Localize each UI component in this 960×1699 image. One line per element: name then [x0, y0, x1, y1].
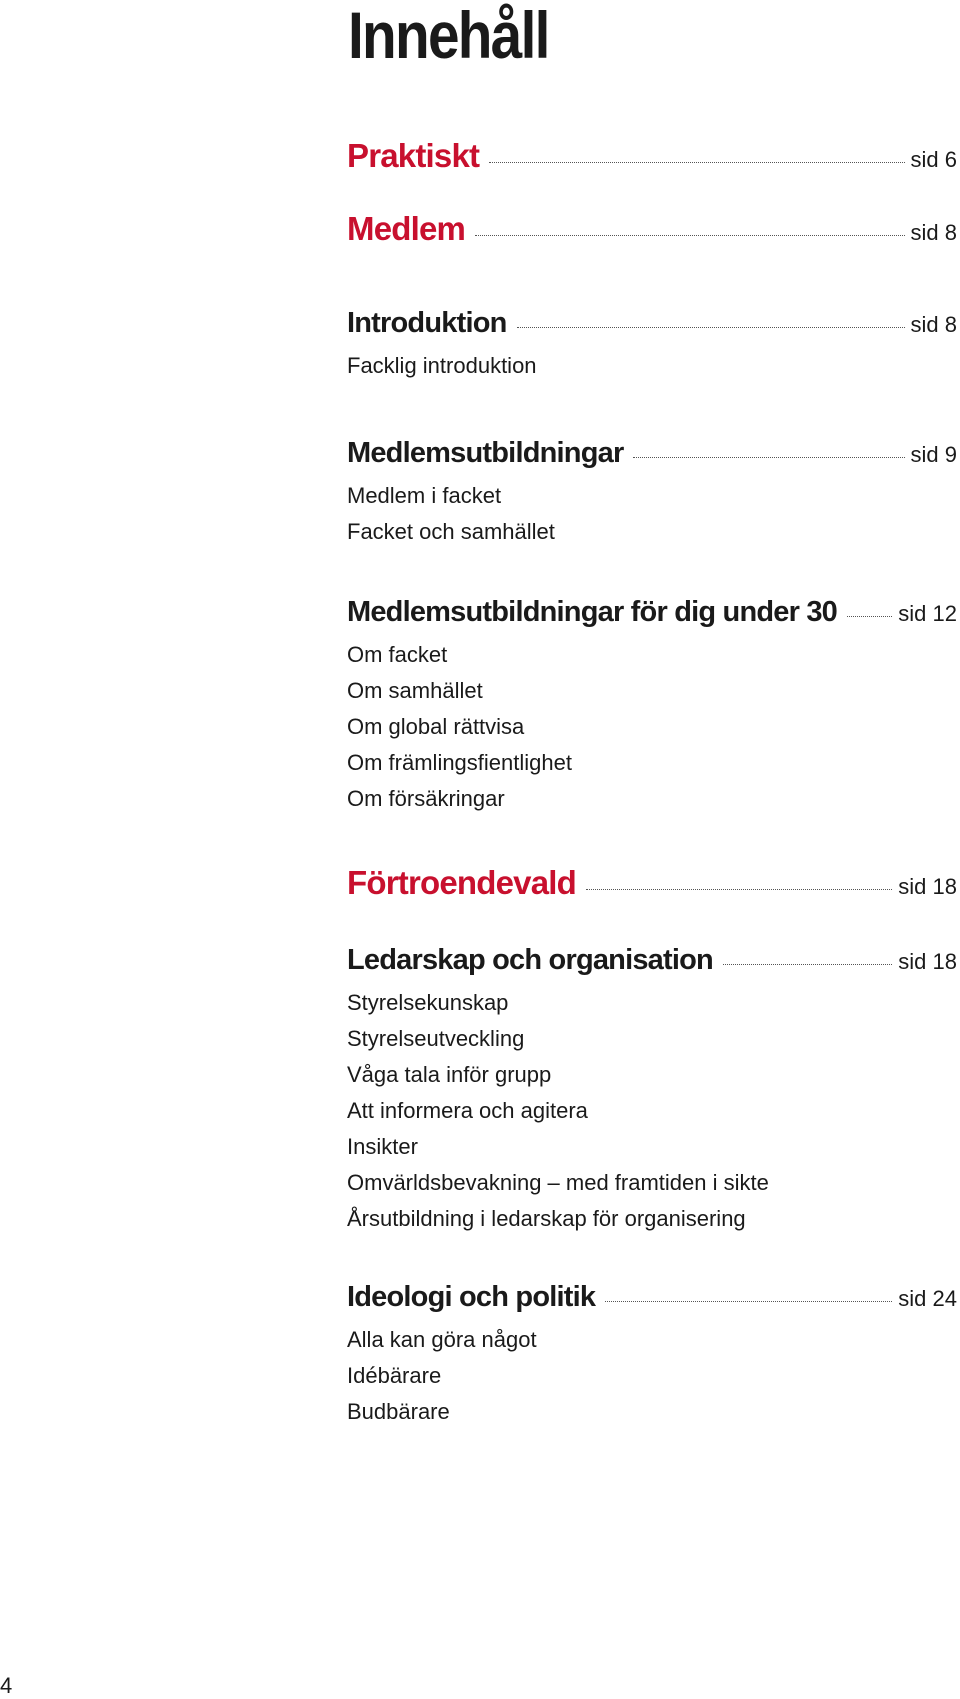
toc-subitem[interactable]: Insikter: [347, 1134, 418, 1159]
toc-subitem[interactable]: Om samhället: [347, 678, 483, 703]
toc-section-fortroendevald: [347, 864, 957, 902]
toc-heading: Ledarskap och organisation: [347, 944, 713, 976]
toc-heading-row[interactable]: [347, 1281, 957, 1314]
dot-leader: [475, 235, 904, 236]
page-number: 4: [0, 1673, 13, 1698]
toc-section-introduktion: [347, 307, 957, 384]
page-reference: sid 6: [910, 147, 957, 172]
dot-leader: [723, 964, 892, 965]
toc-heading: Praktiskt: [347, 137, 480, 174]
toc-sublist: [347, 478, 957, 550]
page-reference: sid 12: [898, 601, 957, 626]
toc-sublist: [347, 637, 957, 817]
toc-section-medlem: [347, 210, 957, 248]
dot-leader: [633, 457, 904, 458]
toc-subitem[interactable]: Om facket: [347, 642, 448, 667]
toc-subitem[interactable]: Om främlingsfientlighet: [347, 750, 572, 775]
toc-heading-row[interactable]: [347, 864, 957, 902]
toc-heading: Medlemsutbildningar för dig under 30: [347, 596, 838, 628]
page-title: Innehåll: [348, 0, 549, 72]
toc-heading-row[interactable]: [347, 944, 957, 977]
toc-heading: Förtroendevald: [347, 864, 577, 901]
toc-subitem[interactable]: Om global rättvisa: [347, 714, 525, 739]
toc-subitem[interactable]: Alla kan göra något: [347, 1327, 537, 1352]
toc-section-ledarskap: [347, 944, 957, 1237]
toc-subitem[interactable]: Facklig introduktion: [347, 353, 537, 378]
toc-subitem[interactable]: Idébärare: [347, 1363, 442, 1388]
toc-heading-row[interactable]: [347, 596, 957, 629]
toc-subitem[interactable]: Våga tala inför grupp: [347, 1062, 552, 1087]
toc-section-under-30: [347, 596, 957, 817]
toc-subitem[interactable]: Att informera och agitera: [347, 1098, 588, 1123]
toc-section-praktiskt: [347, 137, 957, 175]
toc-heading-row[interactable]: [347, 137, 957, 175]
dot-leader: [489, 162, 904, 163]
toc-heading: Medlemsutbildningar: [347, 437, 624, 469]
toc-subitem[interactable]: Styrelsekunskap: [347, 990, 509, 1015]
dot-leader: [605, 1301, 892, 1302]
dot-leader: [586, 889, 892, 890]
dot-leader: [847, 616, 892, 617]
dot-leader: [517, 327, 905, 328]
toc-sublist: [347, 348, 957, 384]
toc-subitem[interactable]: Medlem i facket: [347, 483, 502, 508]
toc-sublist: [347, 1322, 957, 1430]
toc-heading: Medlem: [347, 210, 466, 247]
toc-heading-row[interactable]: [347, 307, 957, 340]
toc-section-ideologi: [347, 1281, 957, 1430]
toc-sublist: [347, 985, 957, 1237]
page-reference: sid 24: [898, 1286, 957, 1311]
toc-subitem[interactable]: Facket och samhället: [347, 519, 555, 544]
toc-subitem[interactable]: Om försäkringar: [347, 786, 505, 811]
page-reference: sid 9: [910, 442, 957, 467]
toc-subitem[interactable]: Omvärldsbevakning – med framtiden i sikte: [347, 1170, 769, 1195]
toc-subitem[interactable]: Budbärare: [347, 1399, 450, 1424]
toc-heading-row[interactable]: [347, 437, 957, 470]
toc-heading: Introduktion: [347, 307, 507, 339]
toc-subitem[interactable]: Styrelseutveckling: [347, 1026, 525, 1051]
toc-subitem[interactable]: Årsutbildning i ledarskap för organisering: [347, 1206, 746, 1231]
page-reference: sid 18: [898, 949, 957, 974]
page-reference: sid 8: [910, 220, 957, 245]
toc-section-medlemsutbildningar: [347, 437, 957, 550]
page-reference: sid 8: [910, 312, 957, 337]
toc-heading-row[interactable]: [347, 210, 957, 248]
toc-heading: Ideologi och politik: [347, 1281, 596, 1313]
page-reference: sid 18: [898, 874, 957, 899]
